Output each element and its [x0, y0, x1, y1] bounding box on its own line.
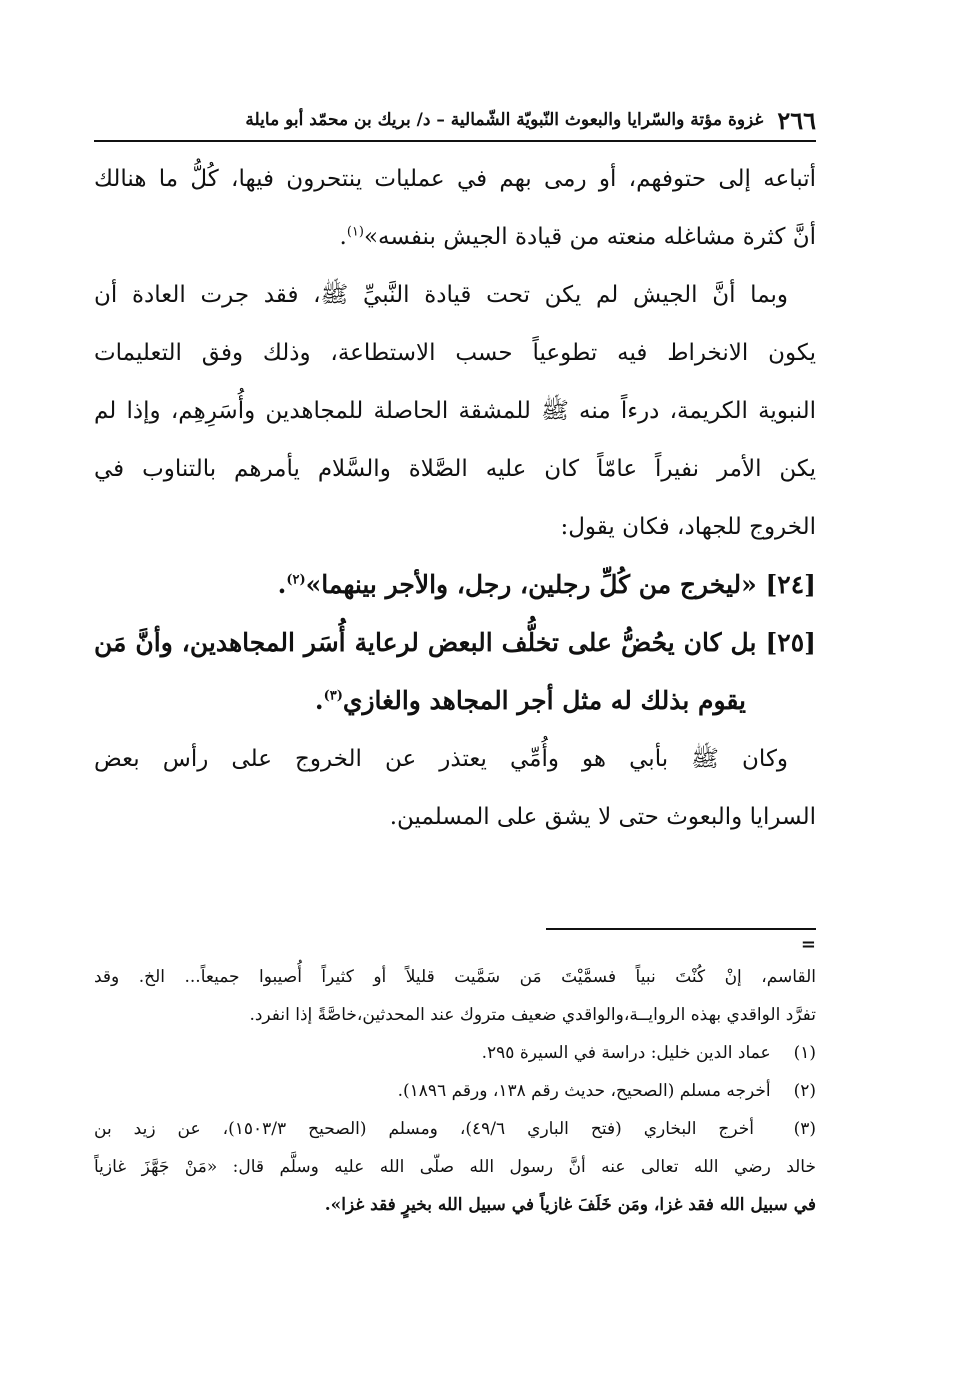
paragraph-line: أتباعه إلى حتوفهم، أو رمى بهم في عمليات ينتحرون فيها، كُلُّ ما هنالك — [94, 166, 816, 192]
paragraph-line: يكن الأمر نفيراً عامّاً كان عليه الصَّلاة والسَّلام يأمرهم بالتناوب في — [94, 456, 816, 482]
paragraph-line: وكان ﷺ بأبي هو وأُمِّي يعتذر عن الخروج على رأس بعض — [94, 746, 788, 772]
hadith-number: [٢٤] — [765, 570, 816, 599]
paragraph-line: السرايا والبعوث حتى لا يشق على المسلمين. — [389, 804, 816, 830]
footnote-text: عماد الدين خليل: دراسة في السيرة ٢٩٥. — [481, 1043, 771, 1063]
paragraph-line: يكون الانخراط فيه تطوعياً حسب الاستطاعة، وذلك وفق التعليمات — [94, 340, 816, 366]
footnote-ref: (٢) — [286, 572, 306, 588]
footnote-separator — [546, 928, 816, 930]
footnote-ref: (٣) — [323, 688, 343, 704]
footnote-3 — [94, 1110, 816, 1148]
main-text — [94, 150, 816, 846]
hadith-25 — [94, 614, 816, 672]
paragraph-line: وبما أنَّ الجيش لم يكن تحت قيادة النَّبيِّ ﷺ، فقد جرت العادة أن — [94, 282, 788, 308]
footnote-line: تفرَّد الواقدي بهذه الروايــة،والواقدي ضعيف متروك عند المحدثين،خاصَّةً إذا انفرد. — [249, 1005, 816, 1025]
hadith-24 — [94, 556, 816, 614]
paragraph-line: النبوية الكريمة، درءاً منه ﷺ للمشقة الحاصلة للمجاهدين وأُسَرِهِم، وإذا لم — [94, 398, 816, 424]
continuation-mark: = — [800, 934, 816, 955]
paragraph-line: الخروج للجهاد، فكان يقول: — [560, 514, 816, 540]
hadith-text: يقوم بذلك له مثل أجر المجاهد والغازي — [342, 686, 746, 715]
footnote-number: (٣) — [793, 1119, 816, 1139]
punctuation: . — [314, 686, 324, 715]
footnotes — [94, 928, 816, 1224]
hadith-number: [٢٥] — [765, 628, 816, 657]
footnote-text: أخرج البخاري (فتح الباري ٤٩/٦)، ومسلم (الصحيح ١٥٠٣/٣)، عن زيد بن — [94, 1119, 755, 1139]
page-header — [94, 100, 816, 142]
hadith-text: «ليخرج من كُلِّ رجلين، رجل، والأجر بينهما» — [305, 570, 757, 599]
quote-text: أنَّ كثرة مشاغله منعته من قيادة الجيش بنفسه» — [363, 224, 816, 250]
footnote-line: القاسم، إنْ كُنْتَ نبياً فسمَّيْتَ مَن سَمَّيت قليلاً أو كثيراً أُصيبوا جميعاً... الخ. وقد — [94, 967, 816, 987]
hadith-25-continued — [94, 672, 816, 730]
footnote-text: أخرجه مسلم (الصحيح، حديث رقم ١٣٨، ورقم ١٨٩٦). — [397, 1081, 771, 1101]
footnote-number: (١) — [793, 1043, 816, 1063]
running-title: غزوة مؤتة والسّرايا والبعوث النّبويّة الشّمالية – د/ بريك بن محمّد أبو مايلة — [245, 110, 764, 130]
footnote-line: في سبيل الله فقد غزا، ومَن خَلَفَ غازياً في سبيل الله بخيرٍ فقد غزا». — [324, 1195, 816, 1215]
paragraph-line — [94, 208, 816, 266]
footnote-ref: (١) — [346, 224, 364, 240]
footnote-number: (٢) — [793, 1081, 816, 1101]
footnote-2 — [94, 1072, 816, 1110]
punctuation: . — [339, 224, 347, 250]
footnote-1 — [94, 1034, 816, 1072]
page-number: ٢٦٦ — [777, 105, 816, 135]
punctuation: . — [277, 570, 287, 599]
footnote-line: خالد رضي الله تعالى عنه أنَّ رسول الله صلّى الله عليه وسلَّم قال: «مَنْ جَهَّزَ غازياً — [94, 1157, 816, 1177]
hadith-text: بل كان يحُضُّ على تخلُّف البعض لرعاية أُسَر المجاهدين، وأنَّ مَن — [94, 628, 757, 657]
